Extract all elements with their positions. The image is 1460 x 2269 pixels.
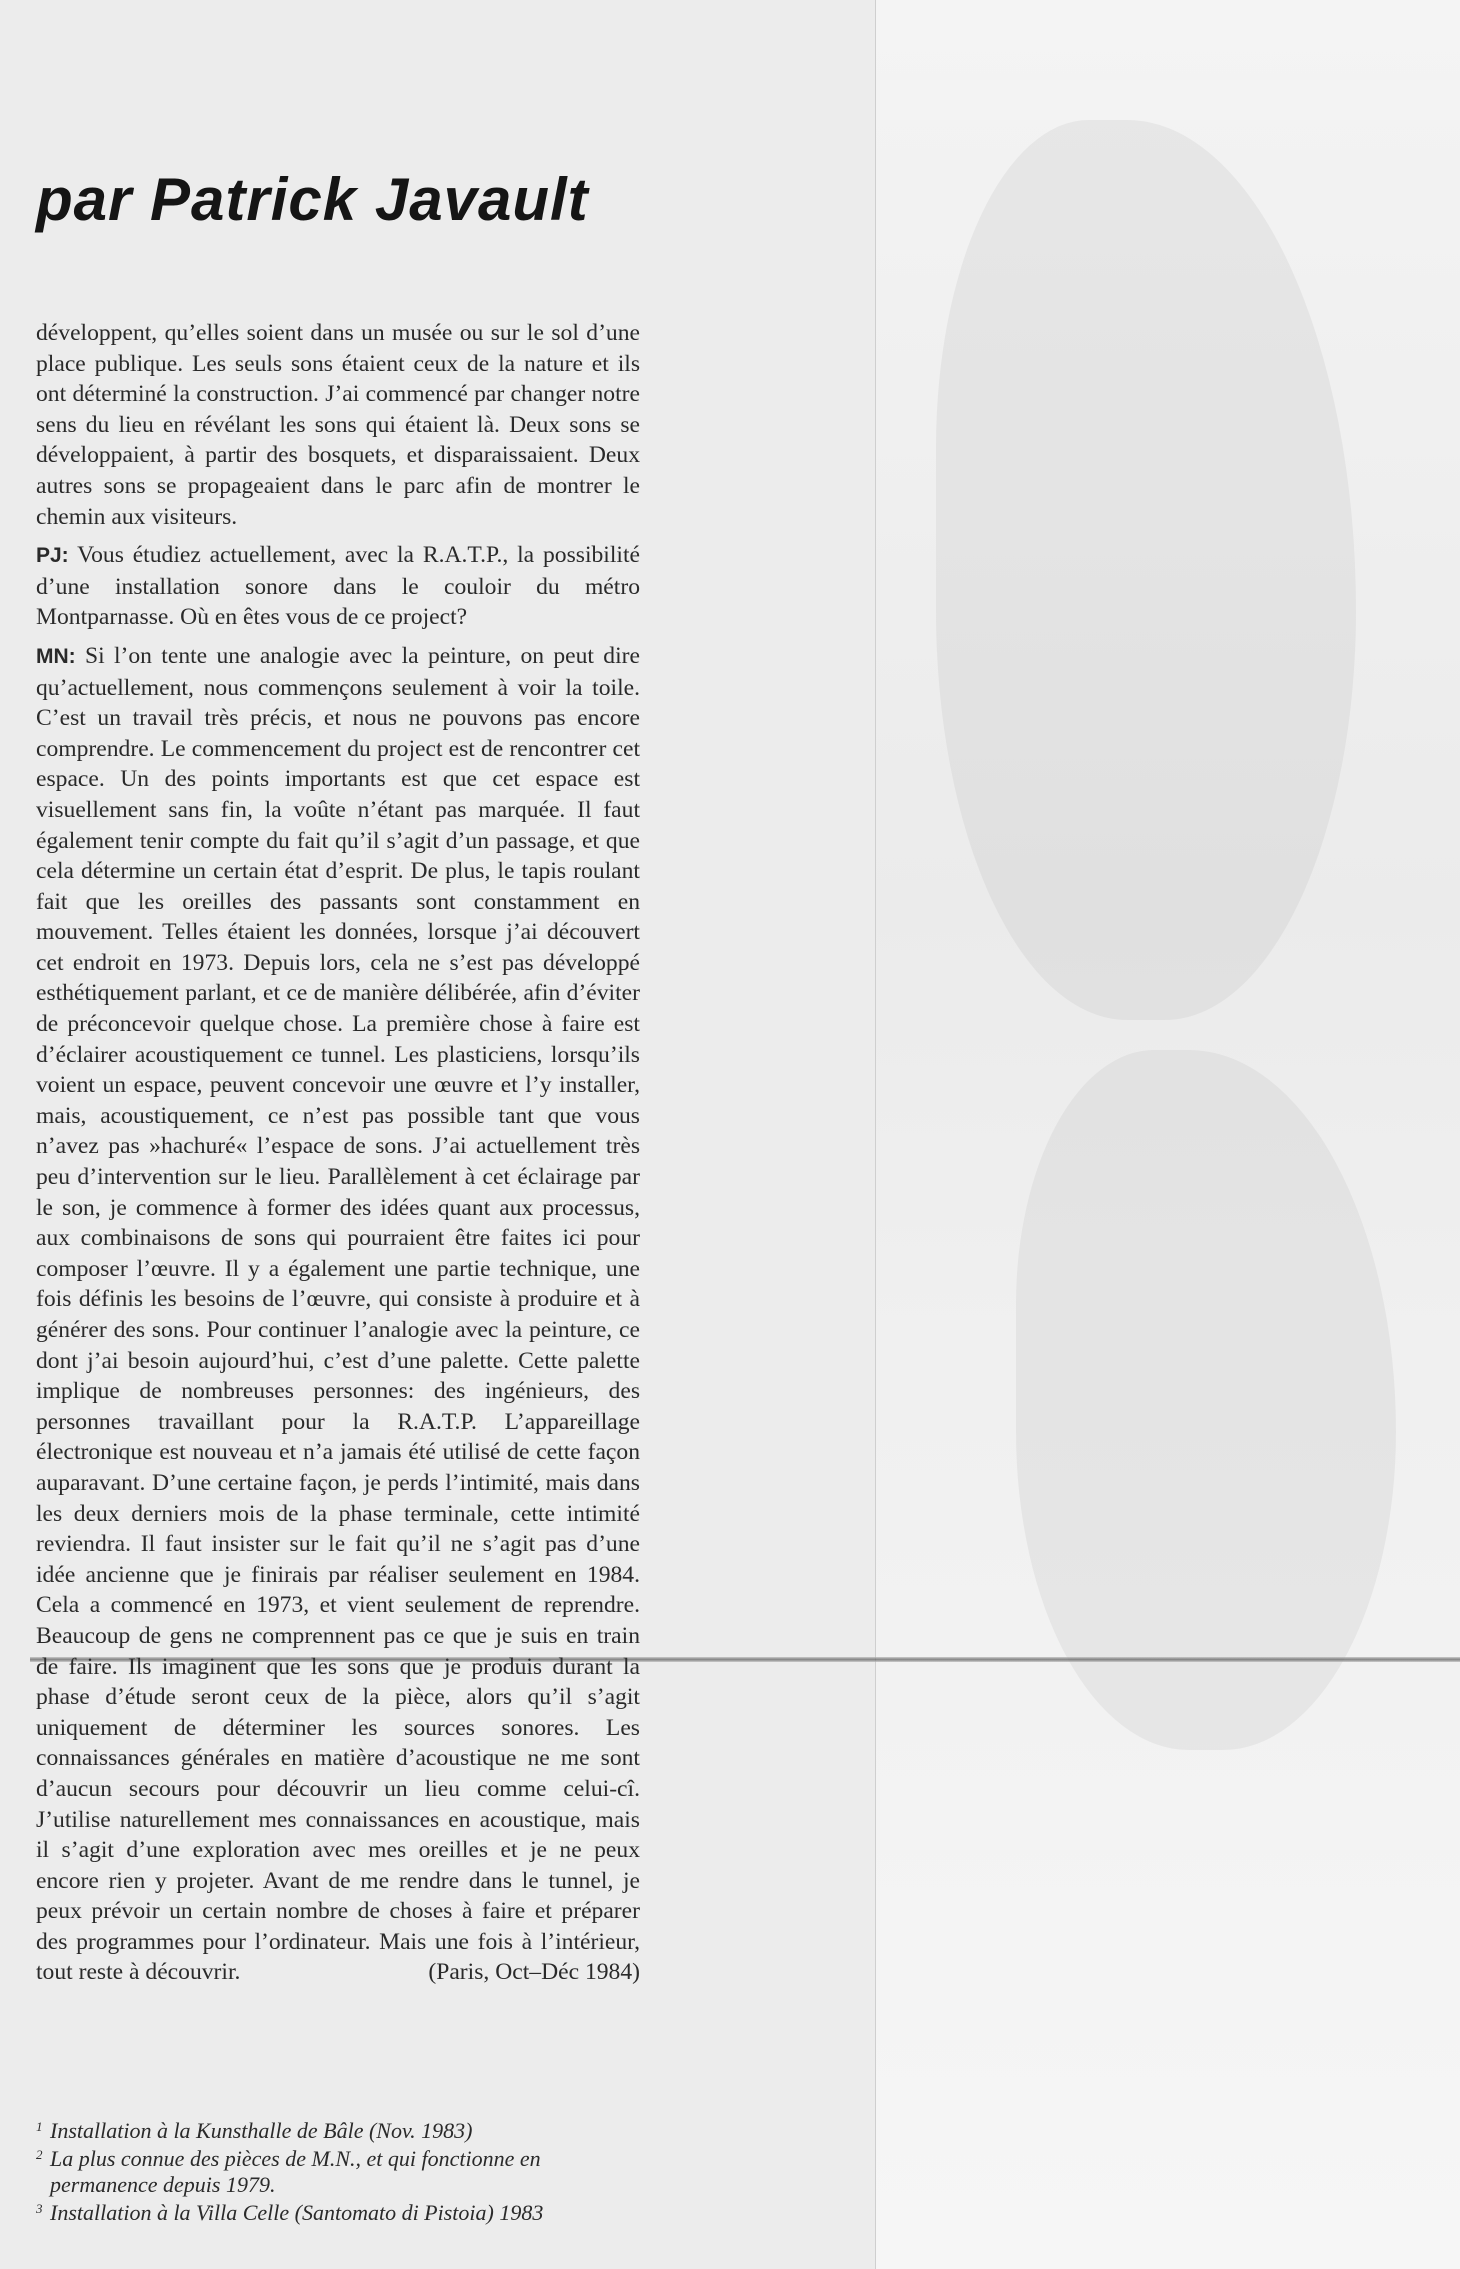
speaker-label: PJ: xyxy=(36,544,69,568)
speaker-label: MN: xyxy=(36,644,76,668)
footnote-number: 1 xyxy=(36,2119,43,2134)
paragraph-text: développent, qu’elles soient dans un musée ou sur le sol d’une place publique. Les seuls sons étaient ceux de la nature et ils ont déterminé la construction. J’ai commencé par changer notre sens du lieu en révélant les sons qui étaient là. Deux sons se développaient, à partir des bosquets, et disparaissaient. Deux autres sons se propageaient dans le parc afin de montrer le chemin aux visiteurs. xyxy=(36,320,640,530)
paragraph-text: Si l’on tente une analogie avec la peinture, on peut dire qu’actuellement, nous commençons seulement à voir la toile. C’est un travail très précis, et nous ne pouvons pas encore comprendre. Le commencement du project est de rencontrer cet espace. Un des points importants est que cet espace est visuellement sans fin, la voûte n’étant pas marquée. Il faut également tenir compte du fait qu’il s’agit d’un passage, et que cela détermine un certain état d’esprit. De plus, le tapis roulant fait que les oreilles des passants sont constamment en mouvement. Telles étaient les données, lorsque j’ai découvert cet endroit en 1973. Depuis lors, cela ne s’est pas développé esthétiquement parlant, et ce de manière délibérée, afin d’éviter de préconcevoir quelque chose. La première chose à faire est d’éclairer acoustiquement ce tunnel. Les plasticiens, lorsqu’ils voient un espace, peuvent concevoir une œuvre et l’y installer, mais, acoustiquement, ce n’est pas possible tant que vous n’avez pas »hachuré« l’espace de sons. J’ai actuellement très peu d’intervention sur le lieu. Parallèlement à cet éclairage par le son, je commence à former des idées quant aux processus, aux combinaisons de sons qui pourraient être faites ici pour composer l’œuvre. Il y a également une partie technique, une fois définis les besoins de l’œuvre, qui consiste à produire et à générer des sons. Pour continuer l’analogie avec la peinture, ce dont j’ai besoin aujourd’hui, c’est d’une palette. Cette palette implique de nombreuses personnes: des ingénieurs, des personnes travaillant pour la R.A.T.P. L’appareillage électronique est nouveau et n’a jamais été utilisé de cette façon auparavant. D’une certaine façon, je perds l’intimité, mais dans les deux derniers mois de la phase terminale, cette intimité reviendra. Il faut insister sur le fait qu’il ne s’agit pas d’une idée ancienne que je finirais par réaliser seulement en 1984. Cela a commencé en 1973, et vient seulement de reprendre. Beaucoup de gens ne comprennent pas ce que je suis en train de faire. Ils imaginent que les sons que je produis durant la phase d’étude seront ceux de la pièce, alors qu’il s’agit uniquement de déterminer les sources sonores. Les connaissances générales en matière d’acoustique ne me sont d’aucun secours pour découvrir un lieu comme celui-cî. J’utilise naturellement mes connaissances en acoustique, mais il s’agit d’une exploration avec mes oreilles et je ne peux encore rien y projeter. Avant de me rendre dans le tunnel, je peux prévoir un certain nombre de choses à faire et préparer des programmes pour l’ordinateur. Mais une fois à l’intérieur, tout reste à découvrir. xyxy=(36,642,640,1986)
paragraph xyxy=(36,641,640,1988)
right-page xyxy=(876,0,1460,2269)
footnote xyxy=(36,2200,636,2226)
footnote-text: Installation à la Kunsthalle de Bâle (Nov. 1983) xyxy=(50,2118,473,2143)
footnotes xyxy=(36,2118,636,2228)
author-heading: par Patrick Javault xyxy=(36,166,589,233)
footnote-text: Installation à la Villa Celle (Santomato di Pistoia) 1983 xyxy=(50,2200,544,2225)
footnote-number: 2 xyxy=(36,2147,43,2162)
dateline: (Paris, Oct–Déc 1984) xyxy=(428,1959,640,1986)
faded-print-area xyxy=(1016,1050,1396,1750)
footnote-number: 3 xyxy=(36,2201,43,2216)
faded-print-area xyxy=(936,120,1356,1020)
footnote-text: La plus connue des pièces de M.N., et qui fonctionne en permanence depuis 1979. xyxy=(50,2146,541,2197)
paragraph xyxy=(36,540,640,633)
paragraph-text: Vous étudiez actuellement, avec la R.A.T.P., la possibilité d’une installation sonore dans le couloir du métro Montparnasse. Où en êtes vous de ce project? xyxy=(36,542,640,631)
article-body xyxy=(36,318,640,1996)
footnote xyxy=(36,2146,636,2198)
paragraph xyxy=(36,318,640,532)
footnote xyxy=(36,2118,636,2144)
